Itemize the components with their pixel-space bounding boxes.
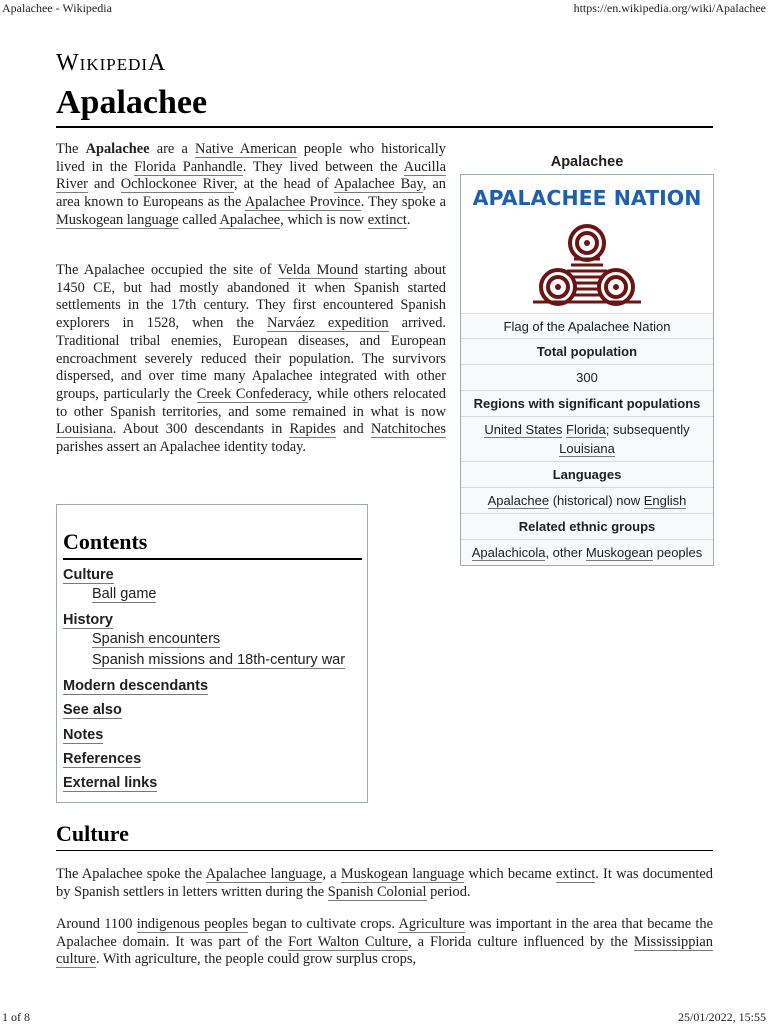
toc-item[interactable]: Ball game: [92, 586, 157, 602]
text-run: . With agriculture, the people could grow surplus crops,: [95, 951, 417, 968]
tab-title: Apalachee - Wikipedia: [2, 1, 112, 15]
languages-value: [461, 487, 713, 513]
toc-item[interactable]: References: [63, 751, 142, 767]
text-run: ; subsequently: [605, 422, 690, 437]
text-run: which became: [464, 866, 557, 882]
text-run: . About 300 descendants in: [112, 421, 290, 438]
text-run: , other: [545, 545, 586, 560]
wiki-link[interactable]: Aucilla River: [56, 158, 446, 193]
languages-label: Languages: [461, 461, 713, 487]
text-run: starting about 1450 CE, but had mostly abandoned it when Spanish started settlements in the 17th century. They first encountered Spanish explorers in 1528, when the: [56, 262, 446, 332]
toc-item[interactable]: Notes: [63, 727, 104, 743]
print-timestamp: 25/01/2022, 15:55: [677, 1010, 766, 1024]
toc-item[interactable]: History: [63, 612, 113, 628]
text-run: peoples: [653, 545, 703, 560]
text-run: , a: [322, 866, 341, 882]
infobox-title: Apalachee: [550, 154, 624, 170]
wiki-link[interactable]: extinct: [367, 211, 407, 228]
text-run: began to cultivate crops.: [248, 916, 399, 932]
text-run: . It was documented by Spanish settlers in letters written during the: [56, 866, 714, 900]
page-url: https://en.wikipedia.org/wiki/Apalachee: [573, 1, 766, 15]
text-run: period.: [426, 883, 471, 900]
text-run: .: [406, 211, 411, 228]
text-run: arrived. Traditional tribal enemies, European diseases, and European encroachment severely reduced their population. The survivors dispersed, and over time many Apalachee integrated with other groups, particularly the: [56, 315, 446, 402]
related-groups-value: [461, 539, 713, 565]
text-run: people who historically lived in the: [56, 141, 446, 175]
emblem-icon: [531, 219, 643, 304]
text-run: The Apalachee spoke the: [56, 866, 206, 882]
wikipedia-wordmark: WIKIPEDIA: [56, 50, 167, 76]
wiki-link[interactable]: Florida: [566, 422, 606, 437]
wiki-link[interactable]: Spanish Colonial: [327, 883, 427, 900]
wiki-link[interactable]: Fort Walton Culture: [288, 933, 409, 950]
title-divider: [56, 126, 713, 128]
toc-item[interactable]: Spanish missions and 18th-century war: [92, 652, 346, 668]
wiki-link[interactable]: Louisiana: [559, 441, 615, 456]
wiki-link[interactable]: Apalachee language: [205, 866, 323, 882]
table-of-contents: [56, 504, 368, 803]
toc-item[interactable]: Modern descendants: [63, 678, 209, 694]
text-run: , which is now: [280, 211, 368, 228]
text-run: The: [56, 141, 86, 157]
wiki-link[interactable]: Apalachicola: [471, 545, 546, 560]
toc-divider: [63, 558, 362, 560]
section-divider: [56, 850, 713, 851]
text-run: . They lived between the: [242, 158, 404, 175]
text-run: . They spoke a: [360, 194, 446, 211]
wiki-link[interactable]: Rapides: [289, 421, 336, 438]
flag-wordmark: APALACHEE NATION: [472, 186, 702, 210]
wiki-link[interactable]: Ochlockonee River: [120, 176, 235, 193]
text-run: called: [178, 211, 220, 228]
wiki-link[interactable]: Apalachee: [487, 493, 550, 508]
infobox-table: [460, 174, 714, 566]
population-label: Total population: [461, 338, 713, 364]
wiki-link[interactable]: Mississippian culture: [56, 933, 713, 968]
wiki-link[interactable]: Louisiana: [56, 421, 113, 438]
page-count: 1 of 8: [2, 1010, 30, 1024]
wiki-link[interactable]: Natchitoches: [370, 421, 446, 438]
wiki-link[interactable]: Muskogean language: [340, 866, 465, 882]
wiki-link[interactable]: Muskogean: [585, 545, 654, 560]
wiki-link[interactable]: Apalachee Bay: [333, 176, 423, 193]
infobox: [460, 150, 714, 566]
text-run: and: [87, 176, 121, 193]
wiki-link[interactable]: Florida Panhandle: [134, 158, 243, 175]
wiki-link[interactable]: Apalachee: [219, 211, 281, 228]
related-groups-label: Related ethnic groups: [461, 513, 713, 539]
text-run: , at the head of: [234, 176, 334, 193]
toc-item[interactable]: External links: [63, 775, 158, 791]
wiki-link[interactable]: Apalachee Province: [244, 194, 361, 211]
text-run: The Apalachee occupied the site of: [56, 262, 278, 278]
toc-item[interactable]: Culture: [63, 567, 114, 583]
apalachee-flag-graphic: [461, 175, 713, 313]
section-heading-culture: Culture: [56, 821, 129, 846]
wiki-link[interactable]: indigenous peoples: [136, 916, 249, 932]
text-run: was important in the area that became the Apalachee domain. It was part of the: [56, 916, 713, 950]
wiki-link[interactable]: Muskogean language: [56, 211, 179, 228]
text-run: Around 1100: [56, 916, 137, 932]
text-run: and: [335, 421, 371, 438]
intro-paragraph-2: [56, 262, 446, 457]
toc-item[interactable]: Spanish encounters: [92, 631, 221, 647]
text-run: , an area known to Europeans as the: [56, 176, 446, 211]
wiki-link[interactable]: Native American: [195, 141, 297, 157]
wiki-link[interactable]: Narváez expedition: [266, 315, 389, 332]
text-run: , while others relocated to other Spanish territories, and some remained in what is now: [56, 385, 446, 420]
toc-item[interactable]: See also: [63, 702, 122, 718]
wiki-link[interactable]: Agriculture: [398, 916, 465, 932]
text-run: parishes assert an Apalachee identity today.: [56, 439, 307, 456]
wikipedia-logo[interactable]: [56, 50, 166, 77]
flag-image[interactable]: [461, 175, 713, 314]
wiki-link[interactable]: extinct: [556, 866, 596, 882]
regions-value: [461, 416, 713, 461]
wiki-link[interactable]: Velda Mound: [277, 262, 359, 278]
wiki-link[interactable]: English: [643, 493, 687, 508]
intro-paragraph-1: [56, 141, 446, 230]
text-run: are a: [149, 141, 196, 157]
bold-term: Apalachee: [85, 141, 150, 157]
flag-caption: Flag of the Apalachee Nation: [503, 319, 671, 334]
population-value: 300: [461, 364, 713, 390]
wiki-link[interactable]: Creek Confederacy: [196, 385, 309, 402]
text-run: , a Florida culture influenced by the: [408, 933, 634, 950]
regions-label: Regions with significant populations: [461, 390, 713, 416]
page-title: Apalachee: [56, 84, 208, 121]
culture-paragraph-1: [56, 866, 713, 901]
text-run: (historical) now: [549, 493, 644, 508]
toc-title: Contents: [63, 529, 148, 554]
culture-paragraph-2: [56, 916, 713, 969]
wiki-link[interactable]: United States: [484, 422, 563, 437]
